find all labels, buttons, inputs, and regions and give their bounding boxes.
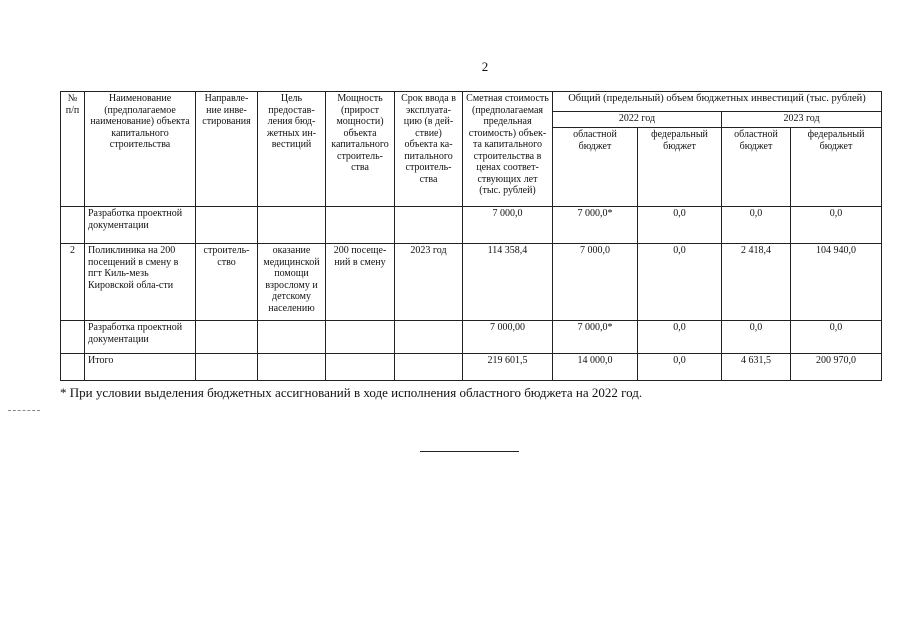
cell-goal	[258, 207, 326, 244]
cell-federal-2022: 0,0	[638, 207, 722, 244]
header-num: № п/п	[61, 92, 85, 207]
cell-direction	[196, 321, 258, 354]
cell-federal-2022: 0,0	[638, 244, 722, 321]
cell-federal-2023: 104 940,0	[791, 244, 882, 321]
header-federal-2023: федеральный бюджет	[791, 128, 882, 207]
header-federal-2022: федеральный бюджет	[638, 128, 722, 207]
cell-goal	[258, 321, 326, 354]
cell-deadline	[395, 207, 463, 244]
cell-num	[61, 354, 85, 381]
cell-regional-2023: 4 631,5	[722, 354, 791, 381]
cell-federal-2022: 0,0	[638, 321, 722, 354]
cell-regional-2022: 7 000,0*	[553, 207, 638, 244]
header-capacity: Мощность (прирост мощности) объекта капитального строитель-ства	[326, 92, 395, 207]
table-row-total	[61, 354, 882, 381]
cell-federal-2023: 200 970,0	[791, 354, 882, 381]
cell-cost: 7 000,00	[463, 321, 553, 354]
header-cost: Сметная стоимость (предполагаемая предельная стоимость) объек-та капитального строительства в ценах соответ-ствующих лет (тыс. рублей)	[463, 92, 553, 207]
cell-regional-2023: 0,0	[722, 207, 791, 244]
table-row	[61, 207, 882, 244]
header-goal: Цель предостав-ления бюд-жетных ин-вестиций	[258, 92, 326, 207]
footnote: * При условии выделения бюджетных ассигнований в ходе исполнения областного бюджета на 2022 год.	[60, 385, 643, 400]
cell-deadline: 2023 год	[395, 244, 463, 321]
cell-name: Разработка проектной документации	[85, 321, 196, 354]
cell-federal-2023: 0,0	[791, 207, 882, 244]
cell-capacity	[326, 354, 395, 381]
separator-line	[420, 451, 519, 452]
cell-regional-2023: 2 418,4	[722, 244, 791, 321]
header-direction: Направле-ние инве-стирования	[196, 92, 258, 207]
cell-regional-2022: 14 000,0	[553, 354, 638, 381]
header-total-invest: Общий (предельный) объем бюджетных инвестиций (тыс. рублей)	[553, 92, 882, 112]
cell-cost: 219 601,5	[463, 354, 553, 381]
cell-direction	[196, 207, 258, 244]
cell-name: Поликлиника на 200 посещений в смену в пгт Киль-мезь Кировской обла-сти	[85, 244, 196, 321]
cell-cost: 114 358,4	[463, 244, 553, 321]
cell-name: Итого	[85, 354, 196, 381]
cell-direction	[196, 354, 258, 381]
header-year-2023: 2023 год	[722, 112, 882, 128]
cell-federal-2022: 0,0	[638, 354, 722, 381]
header-name: Наименование (предполагаемое наименование) объекта капитального строительства	[85, 92, 196, 207]
cell-name: Разработка проектной документации	[85, 207, 196, 244]
cell-deadline	[395, 354, 463, 381]
investment-table	[60, 91, 882, 381]
cell-federal-2023: 0,0	[791, 321, 882, 354]
table-row	[61, 244, 882, 321]
cell-num	[61, 321, 85, 354]
header-deadline: Срок ввода в эксплуата-цию (в дей-ствие) объекта ка-питального строитель-ства	[395, 92, 463, 207]
cell-capacity	[326, 207, 395, 244]
cell-regional-2022: 7 000,0	[553, 244, 638, 321]
table-row	[61, 321, 882, 354]
cell-regional-2022: 7 000,0*	[553, 321, 638, 354]
cell-goal: оказание медицинской помощи взрослому и детскому населению	[258, 244, 326, 321]
header-year-2022: 2022 год	[553, 112, 722, 128]
cell-num: 2	[61, 244, 85, 321]
page-number: 2	[481, 59, 489, 74]
cell-goal	[258, 354, 326, 381]
cell-direction: строитель-ство	[196, 244, 258, 321]
margin-mark	[8, 410, 40, 411]
header-regional-2022: областной бюджет	[553, 128, 638, 207]
cell-regional-2023: 0,0	[722, 321, 791, 354]
cell-capacity: 200 посеще-ний в смену	[326, 244, 395, 321]
cell-cost: 7 000,0	[463, 207, 553, 244]
cell-capacity	[326, 321, 395, 354]
cell-num	[61, 207, 85, 244]
cell-deadline	[395, 321, 463, 354]
header-regional-2023: областной бюджет	[722, 128, 791, 207]
